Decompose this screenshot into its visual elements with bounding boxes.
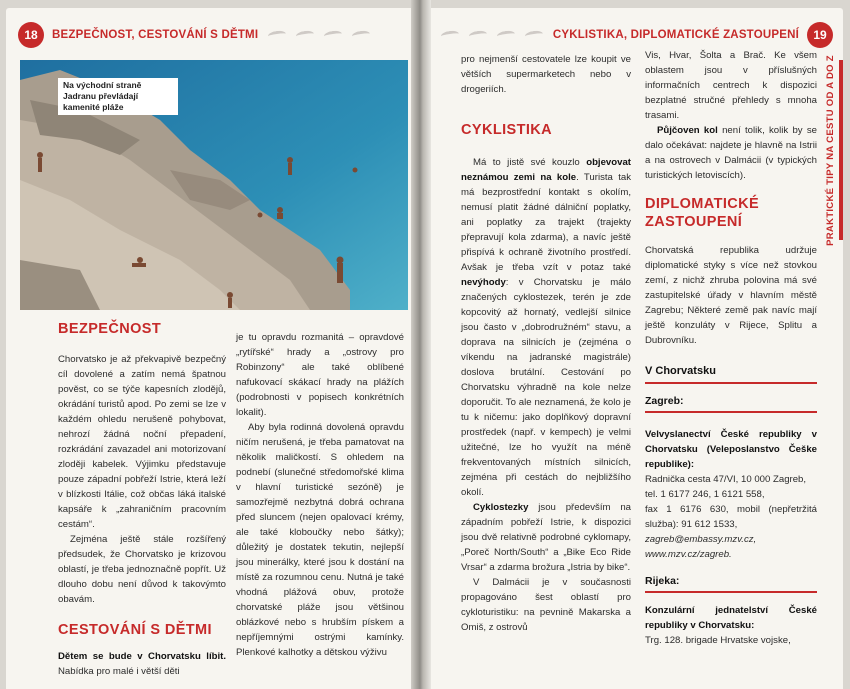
- embassy-email: zagreb@embassy.mzv.cz,: [645, 534, 757, 545]
- side-tab-label: PRAKTICKÉ TIPY NA CESTU OD A DO Z: [824, 54, 836, 246]
- embassy-tel: tel. 1 6177 246, 1 6121 558,: [645, 489, 765, 500]
- subheading-v-chorvatsku: V Chorvatsku: [645, 364, 817, 384]
- right-column-2: [645, 48, 817, 648]
- city-rijeka: Rijeka:: [645, 574, 817, 593]
- cycling-bold-1: objevovat neznámou zemi na kole: [461, 157, 631, 183]
- embassy-address: Radnička cesta 47/VI, 10 000 Zagreb,: [645, 474, 807, 485]
- city-zagreb: Zagreb:: [645, 394, 817, 413]
- side-tab: [821, 54, 839, 246]
- header-title-left: BEZPEČNOST, CESTOVÁNÍ S DĚTMI: [52, 29, 259, 41]
- left-column-2: [236, 330, 404, 660]
- paragraph-bike-rental: [645, 123, 817, 183]
- cycle-paths-text: jsou především na západním pobřeží Istrie, k dispozici jsou dvě relativně podrobné cyklomapy, „Poreč North/South“ a „Bike Eco Ride Vrsar“ a zdarma brožura „Istria by bike“.: [461, 502, 631, 573]
- paragraph-safety: Chorvatsko je až překvapivě bezpečný cíl dovolené a zatím nemá špatnou pověst, co se týče kapesních zlodějů, okrádání turistů apod. Po zemi se lze v každém ohledu nerušeně pohybovat, nehrozí žádná noční přepadení, rozkrádání zavazadel ani motorizovaní zloději kabelek. Výjimku představuje pouze západní pobřeží Istrie, která leží v blízkosti Itálie, což občas láká italské kapsáře k „zahraničním pracovním cestám“.: [58, 354, 226, 530]
- cycling-bold-2: nevýhody: [461, 277, 506, 288]
- paragraph-dalmatia: V Dalmácii je v současnosti propagováno šest oblastí pro cykloturistiku: na pevnině Makarska a Omiš, z ostrovů: [461, 577, 631, 633]
- embassy-name: Velvyslanectví České republiky v Chorvatsku (Veleposlanstvo Češke republike):: [645, 429, 817, 470]
- heading-bezpecnost: BEZPEČNOST: [58, 321, 162, 337]
- cycling-text-e: : v Chorvatsku je málo značených cyklostezek, terén je zde kopcovitý až hornatý, vedlejší silnice jsou často v „dobrodružném“ stavu, a doprava na silnicích je (zejména o víkendu na jadranské magistrále) doslova brutální. Cestování po Chorvatsku výhradně na kole nelze doporučit. To ale neznamená, že kolo je tu k ničemu: jako doplňkový dopravní prostředek (např. v kempech) je velmi užitečné, lze ho využít na méně frekventovaných místních silnicích, zejména při cestách do nejbližšího okolí.: [461, 277, 631, 498]
- bike-rental-text: není tolik, kolik by se dalo očekávat: najdete je hlavně na Istrii a na ostrovech v Dalmácii (v typických turistických letoviscích).: [645, 125, 818, 181]
- left-column-1: [58, 320, 226, 679]
- consulate-name: Konzulární jednatelství České republiky v Chorvatsku:: [645, 605, 817, 631]
- page-number-left: 18: [18, 22, 44, 48]
- header-wave-ornament: [268, 31, 370, 39]
- paragraph-family-holiday: Aby byla rodinná dovolená opravdu ničím nerušená, je třeba pamatovat na několik maličkostí. S ohledem na podnebí (slunečné středomořské klima v hlavní turistické sezóně) je samozřejmě nezbytná dobrá ochrana před sluncem (nejen opalovací krémy, ale také kloboučky nebo šátky); důležitý je dostatek tekutin, nejlepší jsou minerálky, které jsou k dostání na místě za rozumnou cenu. Nutná je také vhodná plážová obuv, protože chorvatské pláže jsou většinou oblázkové nebo s hrubším pískem a nepříjemnými ostrými kamínky. Plenkové kalhotky a dětskou výživu: [236, 422, 404, 658]
- right-page: [425, 8, 843, 689]
- photo-caption: Na východní straně Jadranu převládají kamenité pláže: [58, 78, 178, 115]
- left-page: [6, 8, 417, 689]
- left-header: [18, 22, 380, 48]
- header-title-right: CYKLISTIKA, DIPLOMATICKÉ ZASTOUPENÍ: [552, 29, 799, 41]
- cycling-text-c: . Turista tak má bezprostřední kontakt s okolím, nemusí platit žádné dálniční poplatky, ani poplatky za trajekt (trajekty přepravují kola zdarma), a navíc ještě přispívá k ochraně životního prostředí. Avšak je třeba vzít v potaz také: [461, 172, 631, 273]
- right-header: [431, 22, 833, 48]
- paragraph-children: [58, 649, 226, 679]
- paragraph-info-centres: Vis, Hvar, Šolta a Brač. Ke všem oblastem jsou v příslušných informačních centrech k dispozici bezplatné stručné přehledy s mnoha trasami.: [645, 50, 817, 121]
- embassy-web: www.mzv.cz/zagreb.: [645, 549, 732, 560]
- consulate-address: Trg. 128. brigade Hrvatske vojske,: [645, 635, 791, 646]
- heading-diplomaticke-zastoupeni: DIPLOMATICKÉ ZASTOUPENÍ: [645, 196, 760, 230]
- book-gutter: [411, 0, 431, 689]
- paragraph-children-text: Nabídka pro malé i větší děti: [58, 666, 180, 677]
- paragraph-cycle-paths: [461, 500, 631, 575]
- paragraph-children-cont: je tu opravdu rozmanitá – opravdové „rytířské“ hrady a „ostrovy pro Robinzony“ ale také oblíbené nafukovací skákací hrady na plážích (podrobnosti v popisech konkrétních lokalit).: [236, 332, 404, 418]
- cycle-paths-bold: Cyklostezky: [473, 502, 529, 513]
- right-column-1: [461, 52, 631, 635]
- heading-cyklistika: CYKLISTIKA: [461, 122, 552, 138]
- side-tab-bar: [839, 60, 843, 240]
- paragraph-diplomacy: Chorvatská republika udržuje diplomatické styky s více než stovkou zemí, z nichž zhruba polovina má své zastupitelské úřady v hlavním městě Zagrebu; Některé země pak navíc mají ještě konzuláty v Rijece, Splitu a Dubrovníku.: [645, 245, 817, 346]
- embassy-fax: fax 1 6176 630, mobil (nepřetržitá služba): 91 612 1533,: [645, 504, 817, 530]
- paragraph-children-lead: Dětem se bude v Chorvatsku líbit.: [58, 651, 226, 662]
- page-number-right: 19: [807, 22, 833, 48]
- paragraph-safety-2: Zejména ještě stále rozšířený předsudek, že Chorvatsko je krizovou oblastí, je třeba jednoznačně popřít. Už dlouho dobu není důvod k takovýmto obavám.: [58, 534, 226, 605]
- bike-rental-bold: Půjčoven kol: [657, 125, 718, 136]
- paragraph-drugstores: pro nejmenší cestovatele lze koupit ve větších supermarketech nebo v drogeriích.: [461, 54, 631, 95]
- heading-cestovani-s-detmi: CESTOVÁNÍ S DĚTMI: [58, 622, 212, 638]
- header-wave-ornament-right: [441, 31, 543, 39]
- cycling-text-a: Má to jistě své kouzlo: [473, 157, 587, 168]
- paragraph-cycling: [461, 155, 631, 500]
